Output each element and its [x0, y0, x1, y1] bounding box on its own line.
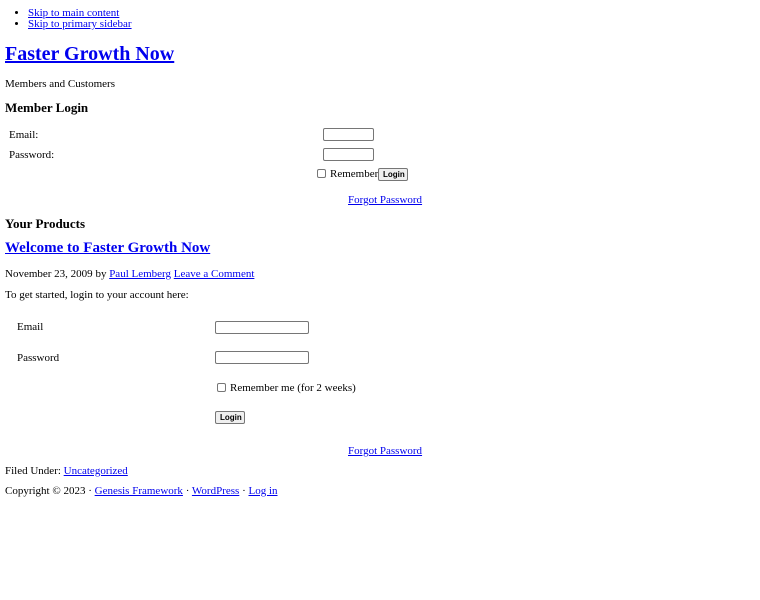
site-title-link[interactable]: Faster Growth Now — [5, 43, 175, 65]
content-email-input[interactable] — [215, 321, 309, 334]
copyright-text: Copyright © 2023 · — [5, 485, 92, 497]
content-password-input[interactable] — [215, 351, 309, 364]
genesis-framework-link[interactable]: Genesis Framework — [94, 485, 183, 497]
widget-forgot-password-link[interactable]: Forgot Password — [348, 194, 423, 206]
log-in-link[interactable]: Log in — [248, 485, 278, 497]
category-link[interactable]: Uncategorized — [63, 465, 128, 477]
content-forgot-password-link[interactable]: Forgot Password — [348, 445, 423, 457]
skip-to-main-content-link[interactable]: Skip to main content — [28, 7, 120, 19]
site-footer — [5, 485, 278, 497]
footer-separator: · — [185, 485, 190, 497]
content-password-label: Password — [17, 352, 60, 364]
skip-to-primary-sidebar-link[interactable]: Skip to primary sidebar — [28, 18, 132, 30]
member-login-heading: Member Login — [5, 100, 89, 115]
your-products-heading: Your Products — [5, 216, 86, 231]
entry-categories — [5, 465, 128, 477]
widget-password-input[interactable] — [323, 148, 374, 161]
entry-date: November 23, 2009 — [5, 268, 93, 280]
widget-email-label: Email: — [9, 129, 39, 141]
skip-link-item — [28, 19, 132, 30]
entry-title-link[interactable]: Welcome to Faster Growth Now — [5, 240, 211, 256]
content-email-label: Email — [17, 321, 44, 333]
content-login-button[interactable]: Login — [215, 411, 245, 424]
content-remember-checkbox[interactable] — [217, 383, 226, 392]
entry-author-link[interactable]: Paul Lemberg — [109, 268, 171, 280]
entry-comments-link[interactable]: Leave a Comment — [173, 268, 255, 280]
widget-email-input[interactable] — [323, 128, 374, 141]
widget-login-button[interactable]: Login — [378, 168, 408, 181]
content-remember-label: Remember me (for 2 weeks) — [230, 382, 356, 394]
entry-intro-text: To get started, login to your account here: — [5, 289, 189, 301]
widget-password-label: Password: — [9, 149, 55, 161]
widget-remember-checkbox[interactable] — [317, 169, 326, 178]
site-description: Members and Customers — [5, 78, 115, 90]
widget-remember-label: Remember — [330, 168, 379, 180]
entry-meta — [5, 268, 254, 280]
filed-under-label: Filed Under: — [5, 465, 61, 477]
wordpress-link[interactable]: WordPress — [191, 485, 240, 497]
skip-links — [14, 8, 132, 30]
footer-separator: · — [242, 485, 246, 497]
entry-by: by — [95, 268, 107, 280]
